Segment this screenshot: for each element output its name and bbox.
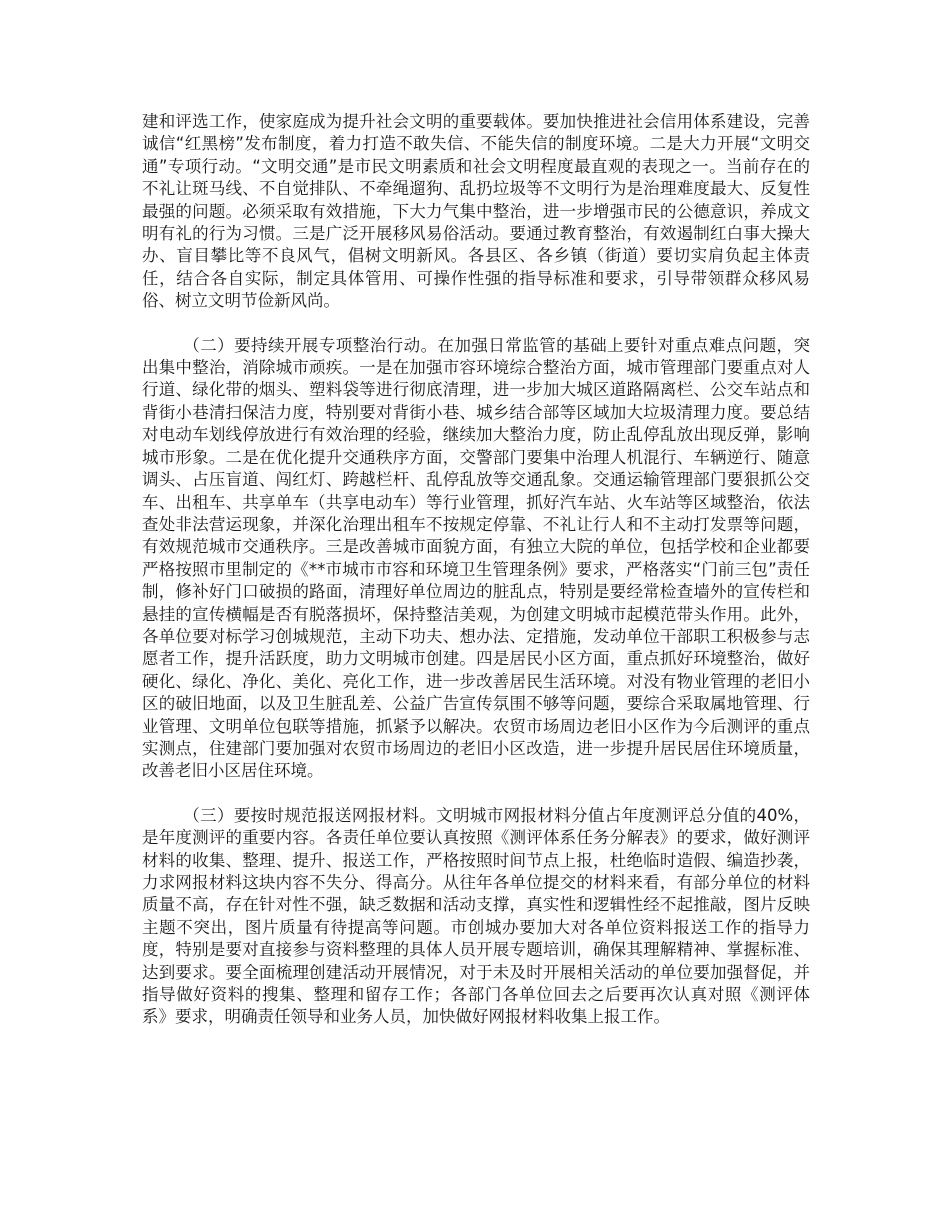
section-3-paragraph: （三）要按时规范报送网报材料。文明城市网报材料分值占年度测评总分值的40%，是年度测评的重要内容。各责任单位要认真按照《测评体系任务分解表》的要求，做好测评材料的收集、整理、提升、报送工作，严格按照时间节点上报，杜绝临时造假、编造抄袭，力求网报材料这块内容不失分、得高分。从往年各单位提交的材料来看，有部分单位的材料质量不高，存在针对性不强，缺乏数据和活动支撑，真实性和逻辑性经不起推敲，图片反映主题不突出，图片质量有待提高等问题。市创城办要加大对各单位资料报送工作的指导力度，特别是要对直接参与资料整理的具体人员开展专题培训，确保其理解精神、掌握标准、达到要求。要全面梳理创建活动开展情况，对于未及时开展相关活动的单位要加强督促，并指导做好资料的搜集、整理和留存工作；各部门各单位回去之后要再次认真对照《测评体系》要求，明确责任领导和业务人员，加快做好网报材料收集上报工作。 [142, 805, 810, 1027]
document-page [142, 111, 810, 1029]
section-2-paragraph: （二）要持续开展专项整治行动。在加强日常监管的基础上要针对重点难点问题，突出集中整治，消除城市顽疾。一是在加强市容环境综合整治方面，城市管理部门要重点对人行道、绿化带的烟头、塑料袋等进行彻底清理，进一步加大城区道路隔离栏、公交车站点和背街小巷清扫保洁力度，特别要对背街小巷、城乡结合部等区域加大垃圾清理力度。要总结对电动车划线停放进行有效治理的经验，继续加大整治力度，防止乱停乱放出现反弹，影响城市形象。二是在优化提升交通秩序方面，交警部门要集中治理人机混行、车辆逆行、随意调头、占压盲道、闯红灯、跨越栏杆、乱停乱放等交通乱象。交通运输管理部门要狠抓公交车、出租车、共享单车（共享电动车）等行业管理，抓好汽车站、火车站等区域整治，依法查处非法营运现象，并深化治理出租车不按规定停靠、不礼让行人和不主动打发票等问题，有效规范城市交通秩序。三是改善城市面貌方面，有独立大院的单位，包括学校和企业都要严格按照市里制定的《**市城市市容和环境卫生管理条例》要求，严格落实“门前三包”责任制，修补好门口破损的路面，清理好单位周边的脏乱点，特别是要经常检查墙外的宣传栏和悬挂的宣传横幅是否有脱落损坏，保持整洁美观，为创建文明城市起模范带头作用。此外，各单位要对标学习创城规范，主动下功夫、想办法、定措施，发动单位干部职工积极参与志愿者工作，提升活跃度，助力文明城市创建。四是居民小区方面，重点抓好环境整治，做好硬化、绿化、净化、美化、亮化工作，进一步改善居民生活环境。对没有物业管理的老旧小区的破旧地面，以及卫生脏乱差、公益广告宣传氛围不够等问题，要综合采取属地管理、行业管理、文明单位包联等措施，抓紧予以解决。农贸市场周边老旧小区作为今后测评的重点实测点，住建部门要加强对农贸市场周边的老旧小区改造，进一步提升居民居住环境质量，改善老旧小区居住环境。 [142, 335, 810, 781]
body-paragraph-1: 建和评选工作，使家庭成为提升社会文明的重要载体。要加快推进社会信用体系建设，完善诚信“红黑榜”发布制度，着力打造不敢失信、不能失信的制度环境。二是大力开展“文明交通”专项行动。“文明交通”是市民文明素质和社会文明程度最直观的表现之一。当前存在的不礼让斑马线、不自觉排队、不牵绳遛狗、乱扔垃圾等不文明行为是治理难度最大、反复性最强的问题。必须采取有效措施，下大力气集中整治，进一步增强市民的公德意识，养成文明有礼的行为习惯。三是广泛开展移风易俗活动。要通过教育整治，有效遏制红白事大操大办、盲目攀比等不良风气，倡树文明新风。各县区、各乡镇（街道）要切实肩负起主体责任，结合各自实际，制定具体管用、可操作性强的指导标准和要求，引导带领群众移风易俗、树立文明节俭新风尚。 [142, 112, 810, 311]
